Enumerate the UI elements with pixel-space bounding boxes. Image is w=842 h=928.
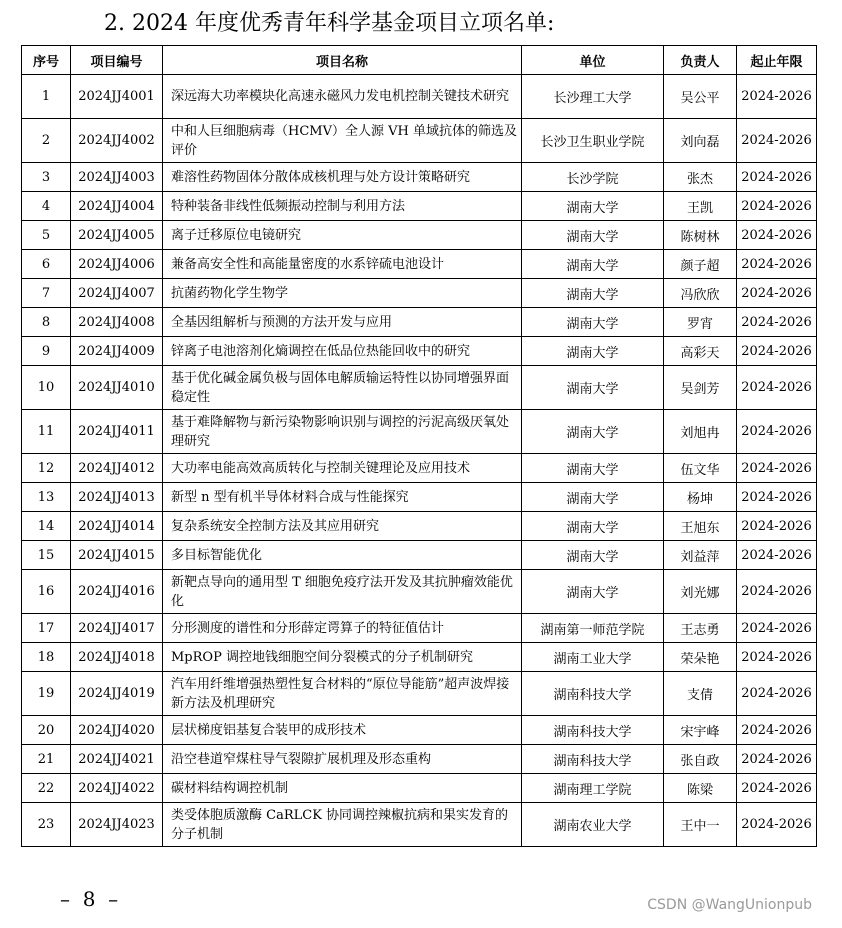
table-row: [22, 192, 817, 221]
row-period: 2024-2026: [737, 614, 817, 643]
table-row: [22, 672, 817, 716]
row-project-code: 2024JJ4008: [71, 308, 163, 337]
row-project-name: 汽车用纤维增强热塑性复合材料的“原位导能筋”超声波焊接新方法及机理研究: [163, 672, 522, 716]
row-period: 2024-2026: [737, 803, 817, 847]
table-row: [22, 337, 817, 366]
row-institution: 湖南大学: [522, 570, 664, 614]
row-project-name: 碳材料结构调控机制: [163, 774, 522, 803]
row-principal-investigator: 张自政: [664, 745, 737, 774]
row-period: 2024-2026: [737, 745, 817, 774]
row-index: 13: [22, 483, 71, 512]
row-index: 10: [22, 366, 71, 410]
row-project-code: 2024JJ4020: [71, 716, 163, 745]
row-project-name: 锌离子电池溶剂化熵调控在低品位热能回收中的研究: [163, 337, 522, 366]
header-index: 序号: [22, 46, 71, 75]
row-project-name: 基于难降解物与新污染物影响识别与调控的污泥高级厌氧处理研究: [163, 410, 522, 454]
row-project-code: 2024JJ4023: [71, 803, 163, 847]
row-principal-investigator: 王旭东: [664, 512, 737, 541]
row-principal-investigator: 荣朵艳: [664, 643, 737, 672]
row-index: 19: [22, 672, 71, 716]
header-institution: 单位: [522, 46, 664, 75]
row-institution: 湖南大学: [522, 279, 664, 308]
table-row: [22, 366, 817, 410]
row-principal-investigator: 张杰: [664, 163, 737, 192]
row-project-name: 新型 n 型有机半导体材料合成与性能探究: [163, 483, 522, 512]
table-row: [22, 454, 817, 483]
table-row: [22, 119, 817, 163]
row-period: 2024-2026: [737, 541, 817, 570]
table-header-row: [22, 46, 817, 75]
row-institution: 湖南大学: [522, 483, 664, 512]
table-row: [22, 75, 817, 119]
row-project-code: 2024JJ4011: [71, 410, 163, 454]
row-project-code: 2024JJ4003: [71, 163, 163, 192]
row-index: 9: [22, 337, 71, 366]
table-row: [22, 570, 817, 614]
row-institution: 长沙理工大学: [522, 75, 664, 119]
row-project-code: 2024JJ4012: [71, 454, 163, 483]
row-principal-investigator: 王凯: [664, 192, 737, 221]
row-institution: 湖南大学: [522, 192, 664, 221]
row-period: 2024-2026: [737, 672, 817, 716]
row-project-code: 2024JJ4021: [71, 745, 163, 774]
table-row: [22, 774, 817, 803]
row-period: 2024-2026: [737, 454, 817, 483]
row-period: 2024-2026: [737, 643, 817, 672]
row-index: 17: [22, 614, 71, 643]
row-index: 18: [22, 643, 71, 672]
row-project-code: 2024JJ4007: [71, 279, 163, 308]
row-principal-investigator: 刘旭冉: [664, 410, 737, 454]
row-institution: 湖南科技大学: [522, 672, 664, 716]
row-period: 2024-2026: [737, 250, 817, 279]
header-project-code: 项目编号: [71, 46, 163, 75]
row-principal-investigator: 支倩: [664, 672, 737, 716]
row-project-name: 中和人巨细胞病毒（HCMV）全人源 VH 单域抗体的筛选及评价: [163, 119, 522, 163]
row-institution: 湖南大学: [522, 541, 664, 570]
row-project-code: 2024JJ4013: [71, 483, 163, 512]
row-period: 2024-2026: [737, 716, 817, 745]
row-index: 2: [22, 119, 71, 163]
row-project-code: 2024JJ4004: [71, 192, 163, 221]
row-principal-investigator: 王中一: [664, 803, 737, 847]
table-row: [22, 221, 817, 250]
row-project-code: 2024JJ4019: [71, 672, 163, 716]
row-index: 3: [22, 163, 71, 192]
row-project-code: 2024JJ4001: [71, 75, 163, 119]
row-project-name: 多目标智能优化: [163, 541, 522, 570]
row-project-name: 复杂系统安全控制方法及其应用研究: [163, 512, 522, 541]
row-institution: 湖南科技大学: [522, 745, 664, 774]
row-project-code: 2024JJ4005: [71, 221, 163, 250]
row-index: 16: [22, 570, 71, 614]
row-project-code: 2024JJ4017: [71, 614, 163, 643]
row-period: 2024-2026: [737, 337, 817, 366]
row-institution: 湖南科技大学: [522, 716, 664, 745]
row-principal-investigator: 吴剑芳: [664, 366, 737, 410]
row-principal-investigator: 刘益萍: [664, 541, 737, 570]
row-principal-investigator: 伍文华: [664, 454, 737, 483]
header-principal-investigator: 负责人: [664, 46, 737, 75]
watermark: CSDN @WangUnionpub: [647, 897, 812, 913]
row-project-name: 全基因组解析与预测的方法开发与应用: [163, 308, 522, 337]
row-project-name: 特种装备非线性低频振动控制与利用方法: [163, 192, 522, 221]
row-project-name: MpROP 调控地钱细胞空间分裂模式的分子机制研究: [163, 643, 522, 672]
row-project-name: 离子迁移原位电镜研究: [163, 221, 522, 250]
row-institution: 长沙学院: [522, 163, 664, 192]
row-institution: 湖南大学: [522, 250, 664, 279]
table-row: [22, 614, 817, 643]
table-row: [22, 803, 817, 847]
row-index: 8: [22, 308, 71, 337]
table-row: [22, 716, 817, 745]
row-institution: 长沙卫生职业学院: [522, 119, 664, 163]
row-index: 4: [22, 192, 71, 221]
row-project-code: 2024JJ4016: [71, 570, 163, 614]
row-principal-investigator: 王志勇: [664, 614, 737, 643]
row-principal-investigator: 杨坤: [664, 483, 737, 512]
row-institution: 湖南大学: [522, 366, 664, 410]
row-period: 2024-2026: [737, 279, 817, 308]
row-institution: 湖南大学: [522, 221, 664, 250]
row-project-name: 抗菌药物化学生物学: [163, 279, 522, 308]
table-row: [22, 483, 817, 512]
row-project-name: 基于优化碱金属负极与固体电解质输运特性以协同增强界面稳定性: [163, 366, 522, 410]
row-index: 14: [22, 512, 71, 541]
row-index: 5: [22, 221, 71, 250]
page-number: – 8 –: [60, 887, 119, 911]
row-index: 21: [22, 745, 71, 774]
row-principal-investigator: 颜子超: [664, 250, 737, 279]
row-project-name: 大功率电能高效高质转化与控制关键理论及应用技术: [163, 454, 522, 483]
row-project-name: 兼备高安全性和高能量密度的水系锌硫电池设计: [163, 250, 522, 279]
row-institution: 湖南工业大学: [522, 643, 664, 672]
row-project-name: 沿空巷道窄煤柱导气裂隙扩展机理及形态重构: [163, 745, 522, 774]
document-title: 2. 2024 年度优秀青年科学基金项目立项名单:: [104, 11, 555, 36]
row-principal-investigator: 刘向磊: [664, 119, 737, 163]
row-principal-investigator: 宋宇峰: [664, 716, 737, 745]
row-project-code: 2024JJ4015: [71, 541, 163, 570]
row-institution: 湖南第一师范学院: [522, 614, 664, 643]
table-row: [22, 512, 817, 541]
row-project-code: 2024JJ4002: [71, 119, 163, 163]
row-project-name: 分形测度的谱性和分形薛定谔算子的特征值估计: [163, 614, 522, 643]
row-project-name: 深远海大功率模块化高速永磁风力发电机控制关键技术研究: [163, 75, 522, 119]
row-period: 2024-2026: [737, 483, 817, 512]
row-project-code: 2024JJ4010: [71, 366, 163, 410]
row-institution: 湖南大学: [522, 337, 664, 366]
row-index: 1: [22, 75, 71, 119]
row-index: 22: [22, 774, 71, 803]
row-period: 2024-2026: [737, 192, 817, 221]
row-principal-investigator: 高彩天: [664, 337, 737, 366]
table-row: [22, 410, 817, 454]
row-principal-investigator: 冯欣欣: [664, 279, 737, 308]
row-period: 2024-2026: [737, 119, 817, 163]
row-principal-investigator: 陈梁: [664, 774, 737, 803]
row-institution: 湖南大学: [522, 454, 664, 483]
table-row: [22, 643, 817, 672]
header-period: 起止年限: [737, 46, 817, 75]
row-institution: 湖南大学: [522, 512, 664, 541]
row-index: 23: [22, 803, 71, 847]
row-principal-investigator: 刘光娜: [664, 570, 737, 614]
row-project-name: 类受体胞质激酶 CaRLCK 协同调控辣椒抗病和果实发育的分子机制: [163, 803, 522, 847]
row-period: 2024-2026: [737, 221, 817, 250]
row-institution: 湖南大学: [522, 410, 664, 454]
row-project-code: 2024JJ4006: [71, 250, 163, 279]
row-index: 20: [22, 716, 71, 745]
header-project-name: 项目名称: [163, 46, 522, 75]
row-index: 6: [22, 250, 71, 279]
row-principal-investigator: 陈树林: [664, 221, 737, 250]
row-principal-investigator: 吴公平: [664, 75, 737, 119]
row-index: 7: [22, 279, 71, 308]
row-period: 2024-2026: [737, 308, 817, 337]
row-project-name: 新靶点导向的通用型 T 细胞免疫疗法开发及其抗肿瘤效能优化: [163, 570, 522, 614]
table-row: [22, 541, 817, 570]
row-period: 2024-2026: [737, 512, 817, 541]
row-period: 2024-2026: [737, 366, 817, 410]
row-period: 2024-2026: [737, 410, 817, 454]
row-index: 12: [22, 454, 71, 483]
grant-project-table: [21, 45, 817, 847]
row-project-code: 2024JJ4014: [71, 512, 163, 541]
row-index: 11: [22, 410, 71, 454]
table-row: [22, 250, 817, 279]
row-project-name: 难溶性药物固体分散体成核机理与处方设计策略研究: [163, 163, 522, 192]
row-index: 15: [22, 541, 71, 570]
row-institution: 湖南理工学院: [522, 774, 664, 803]
row-institution: 湖南农业大学: [522, 803, 664, 847]
row-project-name: 层状梯度铝基复合装甲的成形技术: [163, 716, 522, 745]
row-institution: 湖南大学: [522, 308, 664, 337]
row-period: 2024-2026: [737, 163, 817, 192]
table-row: [22, 308, 817, 337]
row-project-code: 2024JJ4022: [71, 774, 163, 803]
row-project-code: 2024JJ4018: [71, 643, 163, 672]
row-principal-investigator: 罗宵: [664, 308, 737, 337]
row-project-code: 2024JJ4009: [71, 337, 163, 366]
table-row: [22, 279, 817, 308]
row-period: 2024-2026: [737, 570, 817, 614]
row-period: 2024-2026: [737, 774, 817, 803]
table-row: [22, 745, 817, 774]
row-period: 2024-2026: [737, 75, 817, 119]
table-row: [22, 163, 817, 192]
